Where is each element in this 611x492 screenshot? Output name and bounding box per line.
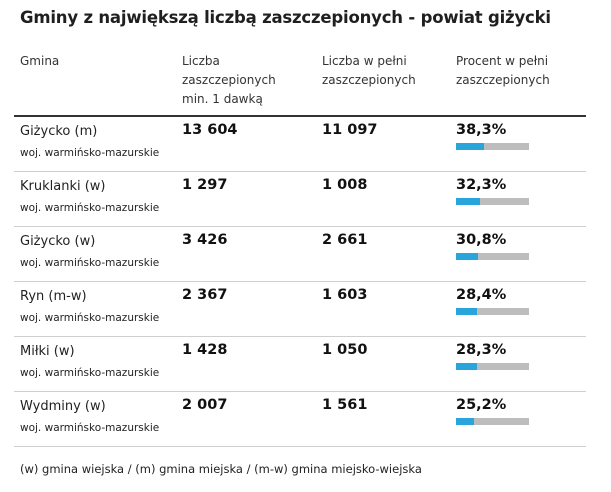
percent-bar [456, 253, 529, 260]
percent-bar [456, 198, 529, 205]
gmina-name: Giżycko (w) [20, 234, 96, 249]
footnote: (w) gmina wiejska / (m) gmina miejska / (m-w) gmina miejsko-wiejska [20, 462, 422, 476]
full-vaccinated-count: 1 050 [322, 342, 368, 358]
percent-bar-fill [456, 308, 477, 315]
percent-bar [456, 418, 529, 425]
column-header-full: Liczba w pełni zaszczepionych [322, 54, 416, 87]
gmina-region: woj. warmińsko-mazurskie [20, 202, 160, 214]
table-row [0, 392, 611, 448]
column-header-percent: Procent w pełni zaszczepionych [456, 54, 550, 87]
first-dose-count: 1 297 [182, 177, 228, 193]
gmina-region: woj. warmińsko-mazurskie [20, 422, 160, 434]
gmina-region: woj. warmińsko-mazurskie [20, 147, 160, 159]
percent-bar-fill [456, 198, 480, 205]
percent-value: 28,4% [456, 287, 507, 303]
row-divider [14, 446, 586, 447]
page-title: Gminy z największą liczbą zaszczepionych - powiat giżycki [20, 8, 551, 27]
percent-bar-fill [456, 143, 484, 150]
percent-bar-fill [456, 363, 477, 370]
percent-bar [456, 363, 529, 370]
table-row [0, 227, 611, 283]
table-row [0, 117, 611, 173]
gmina-region: woj. warmińsko-mazurskie [20, 312, 160, 324]
first-dose-count: 2 007 [182, 397, 228, 413]
first-dose-count: 2 367 [182, 287, 228, 303]
first-dose-count: 3 426 [182, 232, 228, 248]
gmina-name: Giżycko (m) [20, 124, 98, 139]
gmina-region: woj. warmińsko-mazurskie [20, 257, 160, 269]
first-dose-count: 13 604 [182, 122, 238, 138]
percent-bar [456, 308, 529, 315]
percent-value: 25,2% [456, 397, 507, 413]
full-vaccinated-count: 1 603 [322, 287, 368, 303]
gmina-name: Ryn (m-w) [20, 289, 87, 304]
full-vaccinated-count: 1 561 [322, 397, 368, 413]
percent-value: 30,8% [456, 232, 507, 248]
percent-value: 32,3% [456, 177, 507, 193]
percent-bar [456, 143, 529, 150]
gmina-name: Kruklanki (w) [20, 179, 106, 194]
full-vaccinated-count: 1 008 [322, 177, 368, 193]
column-header-first-dose: Liczba zaszczepionych min. 1 dawką [182, 54, 276, 106]
gmina-name: Wydminy (w) [20, 399, 106, 414]
column-header-gmina: Gmina [20, 54, 60, 68]
full-vaccinated-count: 2 661 [322, 232, 368, 248]
full-vaccinated-count: 11 097 [322, 122, 378, 138]
table-row [0, 172, 611, 228]
percent-value: 38,3% [456, 122, 507, 138]
gmina-name: Miłki (w) [20, 344, 75, 359]
percent-bar-fill [456, 418, 474, 425]
percent-value: 28,3% [456, 342, 507, 358]
percent-bar-fill [456, 253, 478, 260]
first-dose-count: 1 428 [182, 342, 228, 358]
gmina-region: woj. warmińsko-mazurskie [20, 367, 160, 379]
table-row [0, 282, 611, 338]
table-row [0, 337, 611, 393]
